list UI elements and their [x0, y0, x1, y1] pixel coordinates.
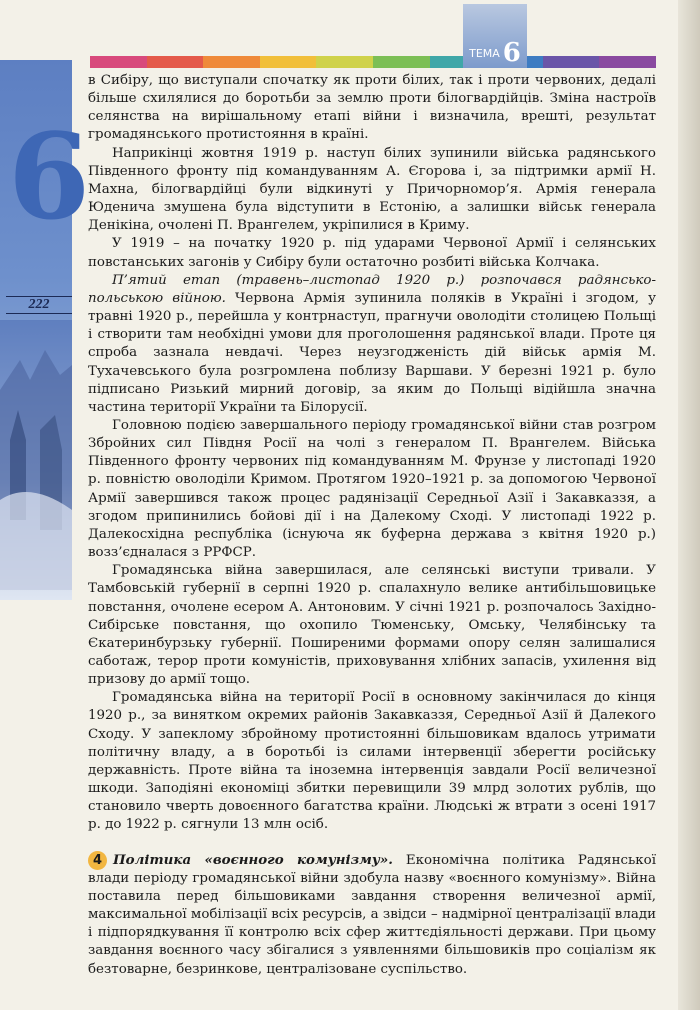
theme-number: 6: [502, 38, 521, 68]
chapter-number: 6: [8, 107, 91, 246]
paragraph-7: Громадянська війна на території Росії в основному закінчилася до кінця 1920 р., за винятком окремих районів Закавказзя, Середньої Азії й Далекого Сходу. У запеклому збройному протистоянні більшовикам вдалось утримати політичну владу, а в боротьбі із силами інтервенції зберегти російську державність. Проте війна та іноземна інтервенція завдали Росії величезної шкоди. Заподіяні економіці збитки перевищили 39 млрд золотих рублів, що становило чверть довоєнного багатства країни. Людські ж втрати з осені 1917 р. до 1922 р. сягнули 13 млн осіб.: [88, 690, 656, 833]
main-text: [88, 72, 656, 979]
paragraph-1: в Сибіру, що виступали спочатку як проти білих, так і проти червоних, дедалі більше схилялися до боротьби за землю проти білогвардійців. Зміна настроїв селянства на вирішальному етапі війни і визначила, врешті, результат громадянського протистояння в країні.: [88, 73, 656, 143]
sidebar-photo: [0, 320, 72, 590]
header-color-stripe: [90, 56, 656, 68]
section-title: Політика «воєнного комунізму».: [113, 851, 393, 868]
paragraph-2: Наприкінці жовтня 1919 р. наступ білих зупинили війська радянського Південного фронту під командуванням А. Єгорова і, за підтримки армії Н. Махна, білогвардійці були відкинуті у Причорномор’я. Армія генерала Юденича змушена була відступити в Естонію, а залишки військ генерала Денікіна, очолені П. Врангелем, укріпилися в Криму.: [88, 145, 656, 234]
paragraph-4: [88, 272, 656, 417]
page-number: 222: [6, 296, 72, 314]
paragraph-4-text: Червона Армія зупинила поляків в Україні і згодом, у травні 1920 р., перейшла у контрнаступ, прагнучи оволодіти столицею Польщі і створити там необхідні умови для проголошення радянської влади. Проте ця спроба зазнала невдачі. Через неузгодженість дій військ армія М. Тухачевського була розгромлена поблизу Варшави. У березні 1921 р. було підписано Ризький мирний договір, за яким до Польщі відійшла значна частина території України та Білорусії.: [88, 290, 656, 415]
paragraph-6: Громадянська війна завершилася, але селянські виступи тривали. У Тамбовській губернії в серпні 1920 р. спалахнуло велике антибільшовицьке повстання, очолене есером А. Антоновим. У січні 1921 р. розпочалось Західно-Сибірське повстання, що охопило Тюменську, Омську, Челябінську та Єкатеринбурзьку губернії. Поширеними формами опору селян залишалися саботаж, терор проти комуністів, приховування хлібних запасів, ухилення від призову до армії тощо.: [88, 563, 656, 688]
page-edge: [678, 0, 700, 1010]
section-number-badge: 4: [88, 851, 107, 870]
paragraph-3: У 1919 – на початку 1920 р. під ударами Червоної Армії і селянських повстанських загонів у Сибіру були остаточно розбиті війська Колчака.: [88, 236, 656, 270]
theme-label: ТЕМА: [469, 47, 500, 60]
section-4: [88, 851, 656, 979]
theme-tab: [463, 4, 527, 68]
paragraph-5: Головною подією завершального періоду громадянської війни став розгром Збройних сил Півдня Росії на чолі з генералом П. Врангелем. Війська Південного фронту червоних під командуванням М. Фрунзе у листопаді 1920 р. повністю оволоділи Кримом. Протягом 1920–1921 р. за допомогою Червоної Армії завершився також процес радянізації Середньої Азії і Закавказзя, а згодом припинились бойові дії і на Далекому Сході. У листопаді 1922 р. Далекосхідна республіка (існуюча як буферна держава з квітня 1920 р.) возз’єдналася з РРФСР.: [88, 417, 656, 561]
section-text: Економічна політика Радянської влади періоду громадянської війни здобула назву «воєнного комунізму». Війна поставила перед більшовиками завдання створення величезної армії, максимальної мобілізації всіх ресурсів, а звідси – надмірної централізації влади і підпорядкування її контролю всіх сфер життєдіяльності держави. При цьому завдання воєнного часу збігалися з уявленнями більшовиків про соціалізм як безтоварне, безринкове, централізоване суспільство.: [88, 852, 656, 977]
stage-heading: П’ятий етап (травень–листопад 1920 р.) розпочався радянсько-польською війною.: [88, 272, 656, 306]
